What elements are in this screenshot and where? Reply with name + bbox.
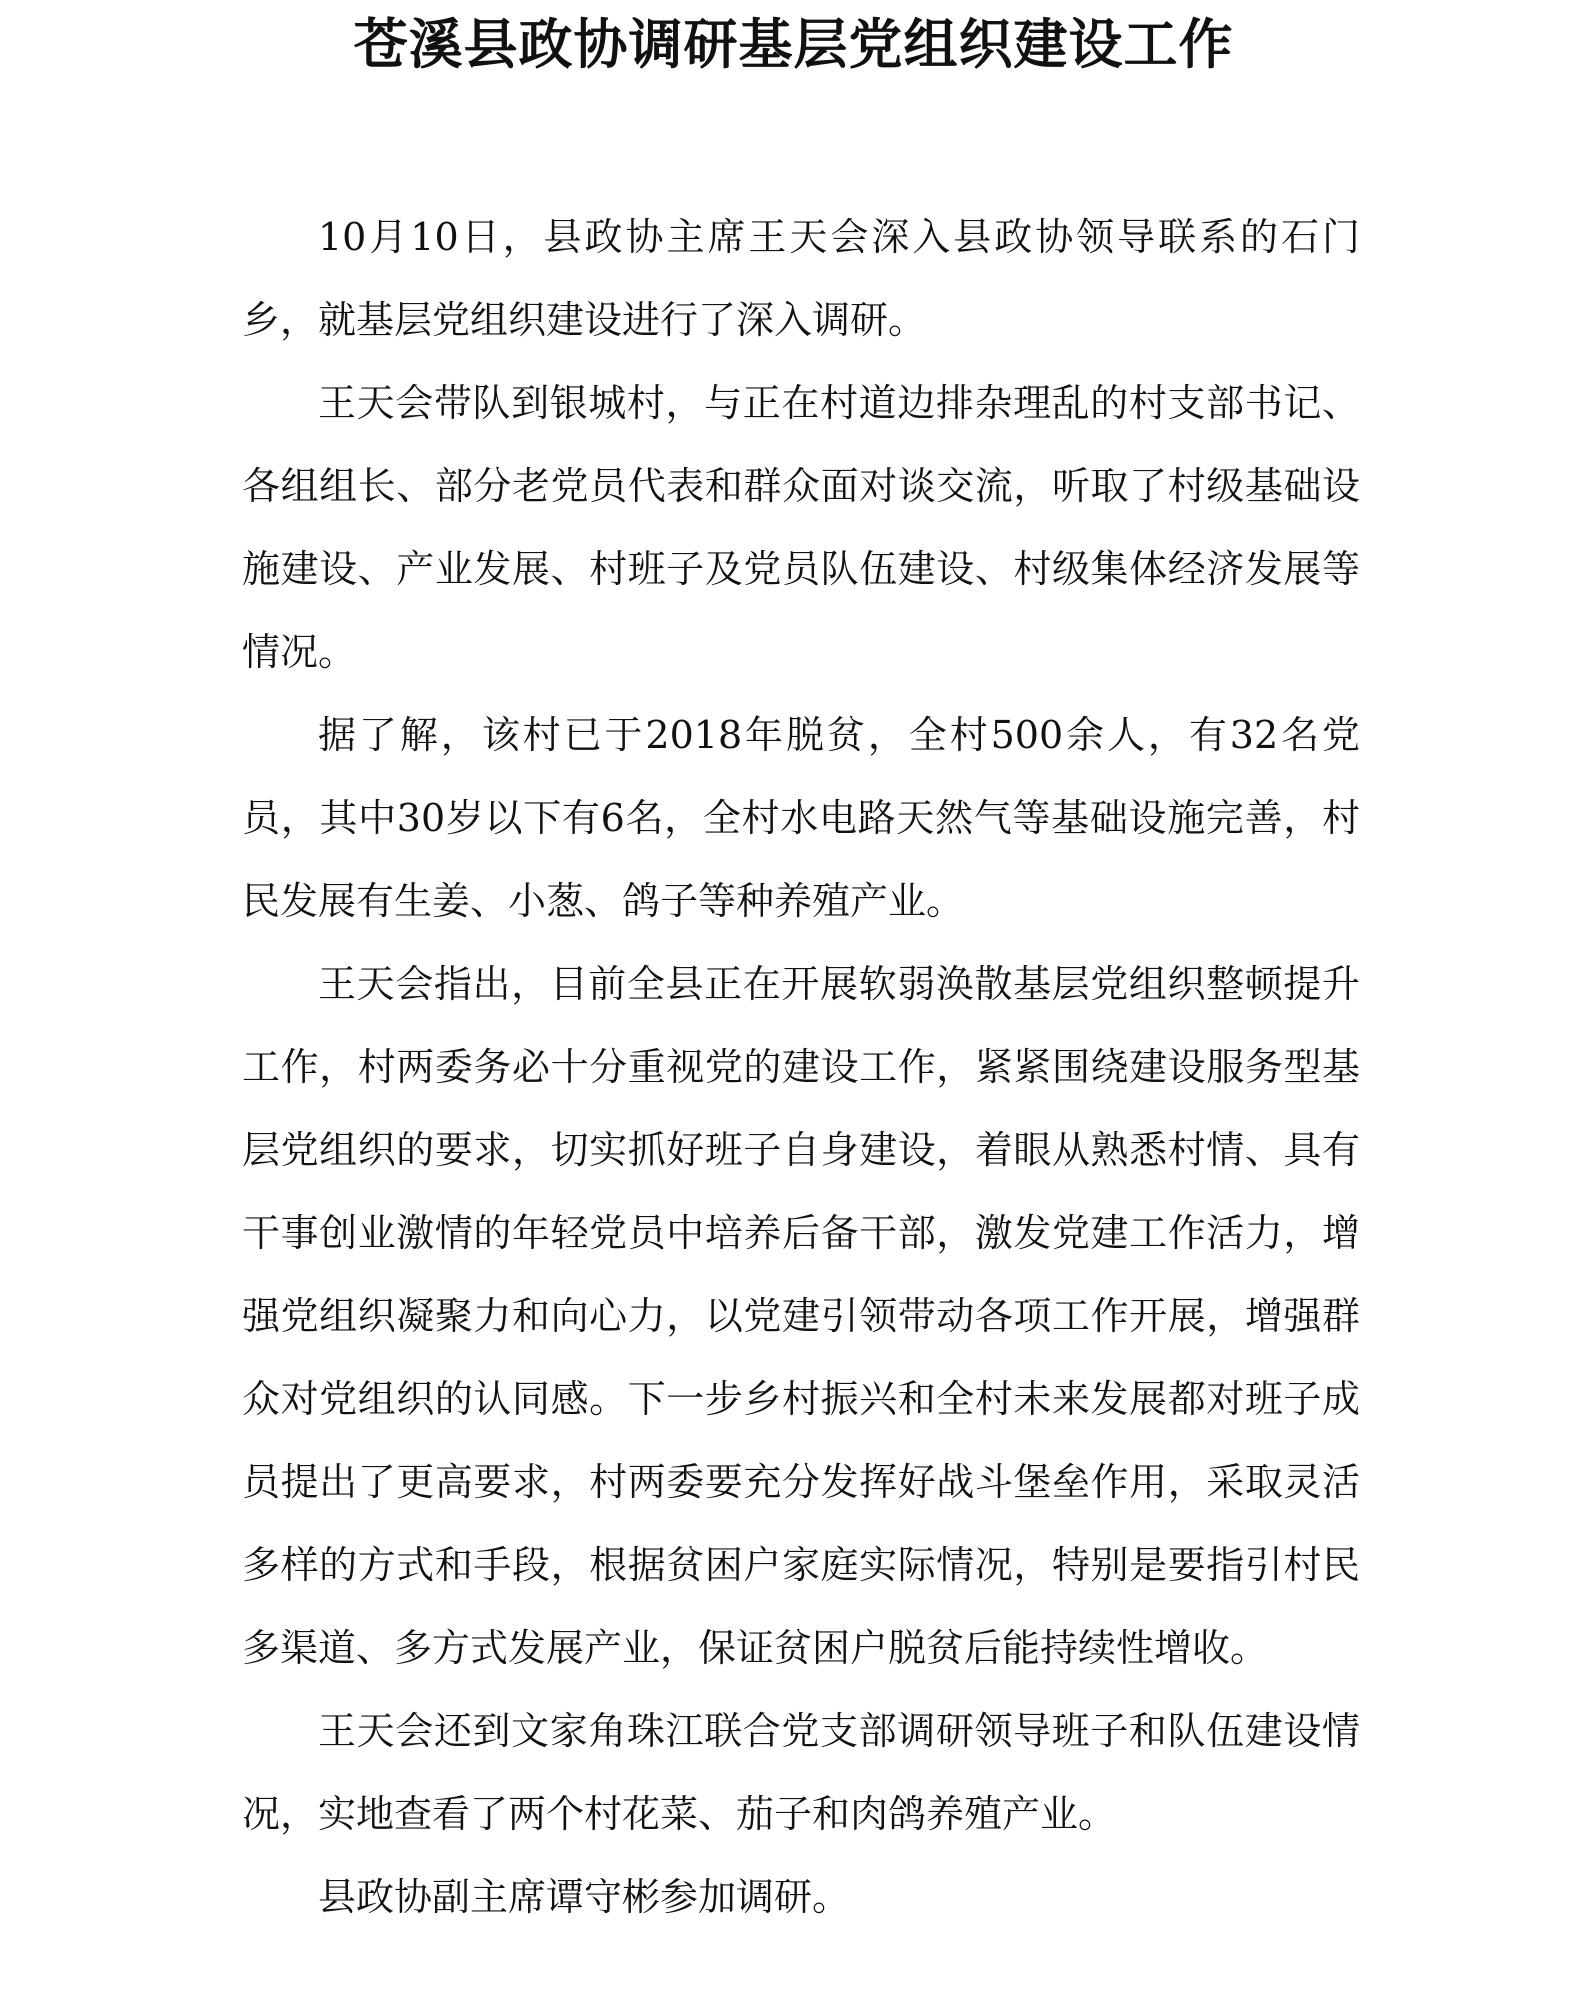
document-title: 苍溪县政协调研基层党组织建设工作 [353,12,1234,76]
paragraph-5: 王天会还到文家角珠江联合党支部调研领导班子和队伍建设情况，实地查看了两个村花菜、茄子和肉鸽养殖产业。 [242,1709,1360,1836]
paragraph-2: 王天会带队到银城村，与正在村道边排杂理乱的村支部书记、各组组长、部分老党员代表和群众面对谈交流，听取了村级基础设施建设、产业发展、村班子及党员队伍建设、村级集体经济发展等情况。 [242,381,1360,674]
paragraph-1: 10月10日，县政协主席王天会深入县政协领导联系的石门乡，就基层党组织建设进行了深入调研。 [242,215,1360,342]
article-body [242,196,1360,1939]
paragraph-6: 县政协副主席谭守彬参加调研。 [318,1875,851,1919]
paragraph-3: 据了解，该村已于2018年脱贫，全村500余人，有32名党员，其中30岁以下有6名，全村水电路天然气等基础设施完善，村民发展有生姜、小葱、鸽子等种养殖产业。 [242,713,1360,923]
paragraph-4: 王天会指出，目前全县正在开展软弱涣散基层党组织整顿提升工作，村两委务必十分重视党的建设工作，紧紧围绕建设服务型基层党组织的要求，切实抓好班子自身建设，着眼从熟悉村情、具有干事创业激情的年轻党员中培养后备干部，激发党建工作活力，增强党组织凝聚力和向心力，以党建引领带动各项工作开展，增强群众对党组织的认同感。下一步乡村振兴和全村未来发展都对班子成员提出了更高要求，村两委要充分发挥好战斗堡垒作用，采取灵活多样的方式和手段，根据贫困户家庭实际情况，特别是要指引村民多渠道、多方式发展产业，保证贫困户脱贫后能持续性增收。 [242,962,1360,1670]
